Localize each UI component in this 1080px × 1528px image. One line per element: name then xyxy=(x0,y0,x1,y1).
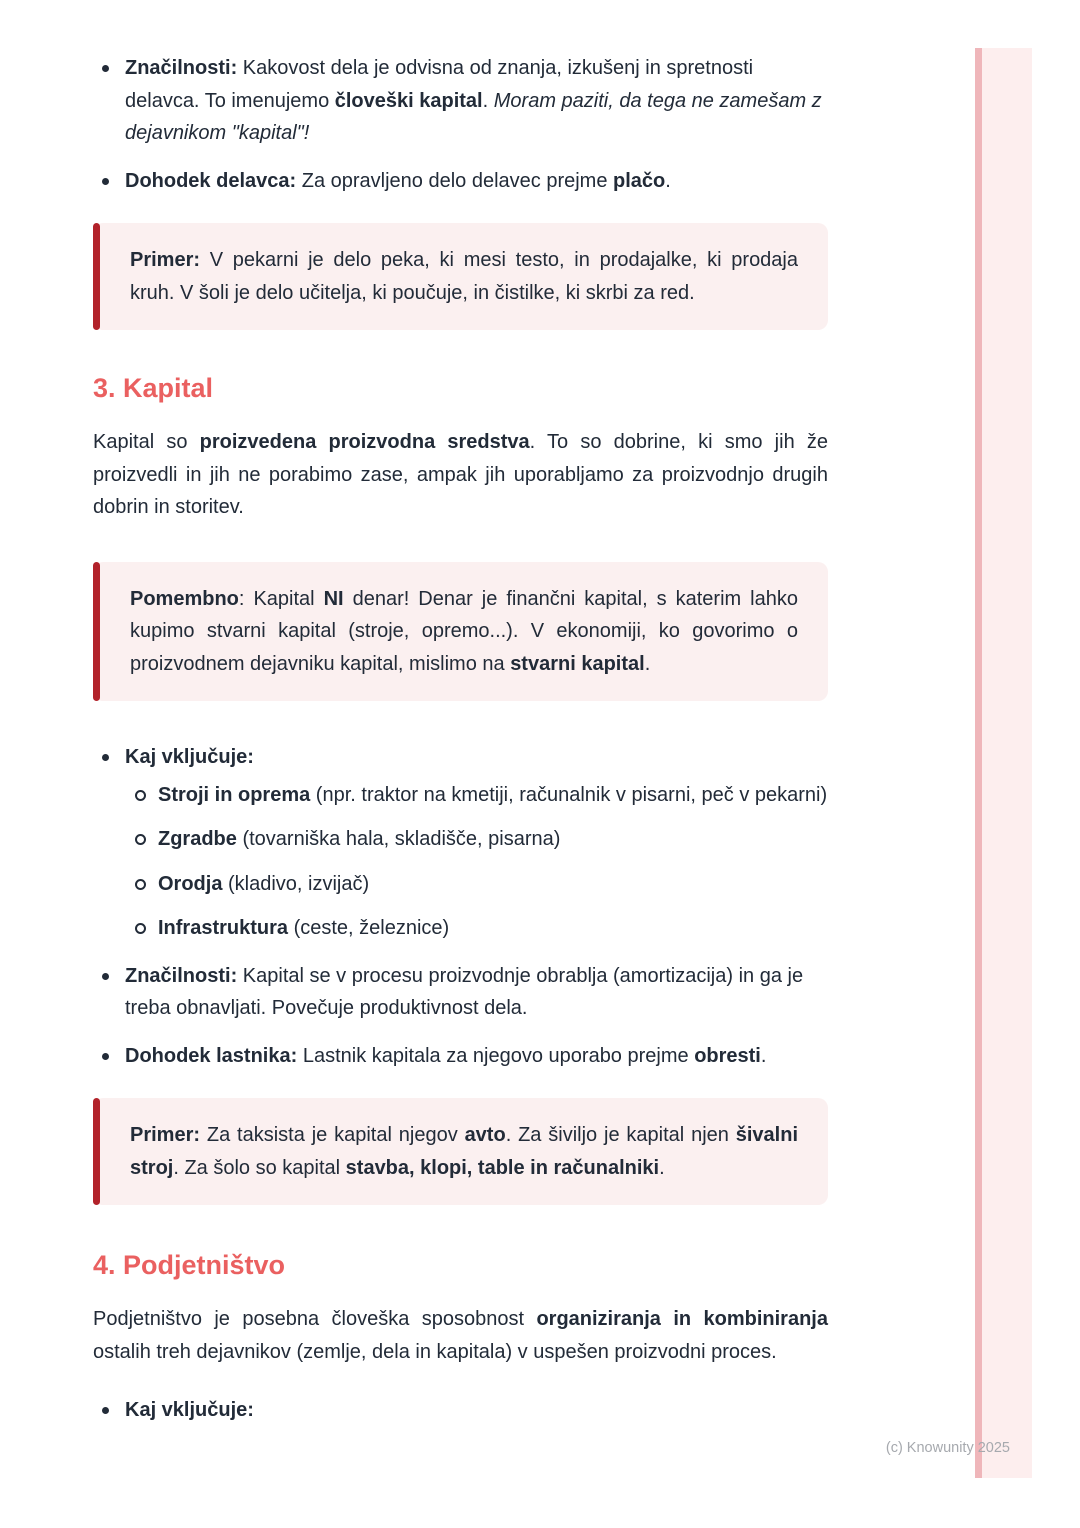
list-item-stroji-in-oprema: Stroji in oprema (npr. traktor na kmetiji, računalnik v pisarni, peč v pekarni) xyxy=(93,779,828,812)
list-item-orodja: Orodja (kladivo, izvijač) xyxy=(93,868,828,901)
list-item-text: Kaj vključuje: xyxy=(125,746,254,768)
bullet-list-delo xyxy=(93,52,828,197)
paragraph-podjetnistvo: Podjetništvo je posebna človeška sposobnost organiziranja in kombiniranja ostalih treh dejavnikov (zemlje, dela in kapitala) v uspešen proizvodni proces. xyxy=(93,1308,828,1363)
callout-text: Primer: Za taksista je kapital njegov avto. Za šiviljo je kapital njen šivalni stroj. Za šolo so kapital stavba, klopi, table in računalniki. xyxy=(130,1124,799,1179)
callout-primer-kapital xyxy=(93,1098,828,1205)
list-item-znacilnosti-kapital: Značilnosti: Kapital se v procesu proizvodnje obrablja (amortizacija) in ga je treba obnavljati. Povečuje produktivnost dela. xyxy=(93,960,828,1025)
list-item-zgradbe: Zgradbe (tovarniška hala, skladišče, pisarna) xyxy=(93,823,828,856)
bullet-list-kapital xyxy=(93,741,828,1072)
side-stripe-line xyxy=(975,48,982,1478)
callout-pomembno xyxy=(93,562,828,702)
paragraph-kapital: Kapital so proizvedena proizvodna sredstva. To so dobrine, ki smo jih že proizvedli in jih ne porabimo zase, ampak jih uporabljamo za proizvodnjo drugih dobrin in storitev. xyxy=(93,431,828,518)
list-item-dohodek-delavca: Dohodek delavca: Za opravljeno delo delavec prejme plačo. xyxy=(93,165,828,198)
list-item-dohodek-lastnika: Dohodek lastnika: Lastnik kapitala za njegovo uporabo prejme obresti. xyxy=(93,1040,828,1073)
list-item-znacilnosti-delo: Značilnosti: Kakovost dela je odvisna od znanja, izkušenj in spretnosti delavca. To imenujemo človeški kapital. Moram paziti, da tega ne zamešam z dejavnikom "kapital"! xyxy=(93,52,828,150)
content-column xyxy=(93,52,828,1442)
nested-list-kapital xyxy=(93,779,828,945)
bullet-list-podjetnistvo xyxy=(93,1394,828,1427)
callout-text: Pomembno: Kapital NI denar! Denar je finančni kapital, s katerim lahko kupimo stvarni kapital (stroje, opremo...). V ekonomiji, ko govorimo o proizvodnem dejavniku kapital, mislimo na stvarni kapital. xyxy=(130,587,798,675)
section-heading-podjetnistvo: 4. Podjetništvo xyxy=(93,1250,286,1280)
list-item-kaj-vkljucuje-kapital xyxy=(93,741,828,945)
callout-primer-delo xyxy=(93,223,828,330)
watermark: (c) Knowunity 2025 xyxy=(885,1440,1010,1456)
list-item-infrastruktura: Infrastruktura (ceste, železnice) xyxy=(93,912,828,945)
side-stripe-band xyxy=(982,48,1032,1478)
list-item-kaj-vkljucuje-podjetnistvo: Kaj vključuje: xyxy=(93,1394,828,1427)
callout-text: Primer: V pekarni je delo peka, ki mesi testo, in prodajalke, ki prodaja kruh. V šoli je delo učitelja, ki poučuje, in čistilke, ki skrbi za red. xyxy=(130,249,798,304)
section-heading-kapital: 3. Kapital xyxy=(93,373,214,403)
